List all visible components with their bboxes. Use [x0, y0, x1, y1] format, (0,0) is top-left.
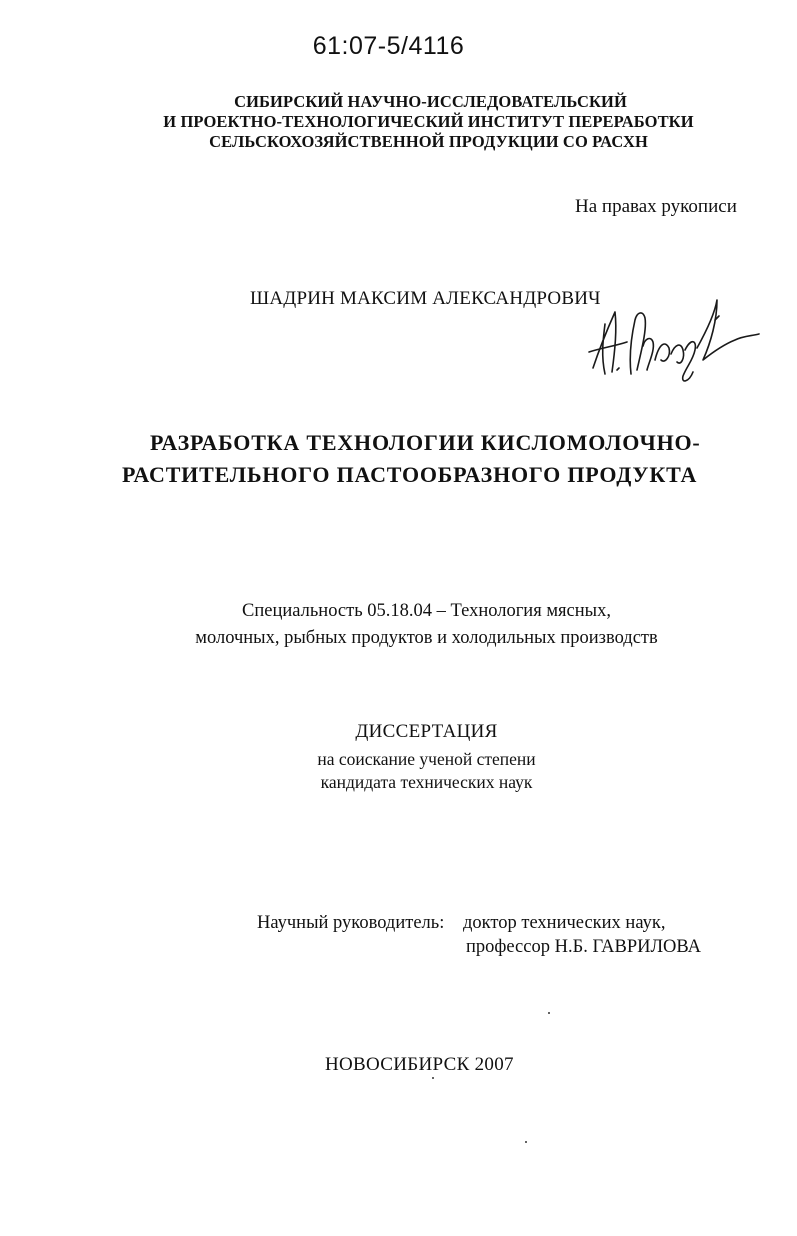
scan-speck	[548, 1012, 550, 1014]
supervisor-degree: доктор технических наук,	[463, 913, 666, 933]
city-year: НОВОСИБИРСК 2007	[325, 1054, 514, 1075]
degree-line-1: на соискание ученой степени	[317, 749, 536, 769]
dissertation-title-line-2: РАСТИТЕЛЬНОГО ПАСТООБРАЗНОГО ПРОДУКТА	[122, 462, 698, 487]
specialty-line-2: молочных, рыбных продуктов и холодильных производств	[195, 628, 658, 648]
handwritten-signature-icon	[585, 290, 765, 390]
dissertation-title-line-1: РАЗРАБОТКА ТЕХНОЛОГИИ КИСЛОМОЛОЧНО-	[150, 430, 701, 455]
manuscript-note: На правах рукописи	[575, 196, 737, 217]
supervisor-label: Научный руководитель:	[257, 913, 445, 933]
institution-line-1: СИБИРСКИЙ НАУЧНО-ИССЛЕДОВАТЕЛЬСКИЙ	[234, 92, 627, 111]
document-type: ДИССЕРТАЦИЯ	[355, 721, 498, 742]
institution-line-2: И ПРОЕКТНО-ТЕХНОЛОГИЧЕСКИЙ ИНСТИТУТ ПЕРЕРАБОТКИ	[163, 112, 694, 131]
scan-speck	[525, 1141, 527, 1143]
author-name: ШАДРИН МАКСИМ АЛЕКСАНДРОВИЧ	[250, 288, 601, 309]
catalog-number: 61:07-5/4116	[312, 32, 465, 60]
institution-line-3: СЕЛЬСКОХОЗЯЙСТВЕННОЙ ПРОДУКЦИИ СО РАСХН	[209, 132, 648, 151]
degree-line-2: кандидата технических наук	[320, 772, 533, 792]
specialty-line-1: Специальность 05.18.04 – Технология мясных,	[242, 601, 611, 621]
scan-speck	[432, 1077, 434, 1079]
supervisor-name: профессор Н.Б. ГАВРИЛОВА	[466, 937, 701, 957]
